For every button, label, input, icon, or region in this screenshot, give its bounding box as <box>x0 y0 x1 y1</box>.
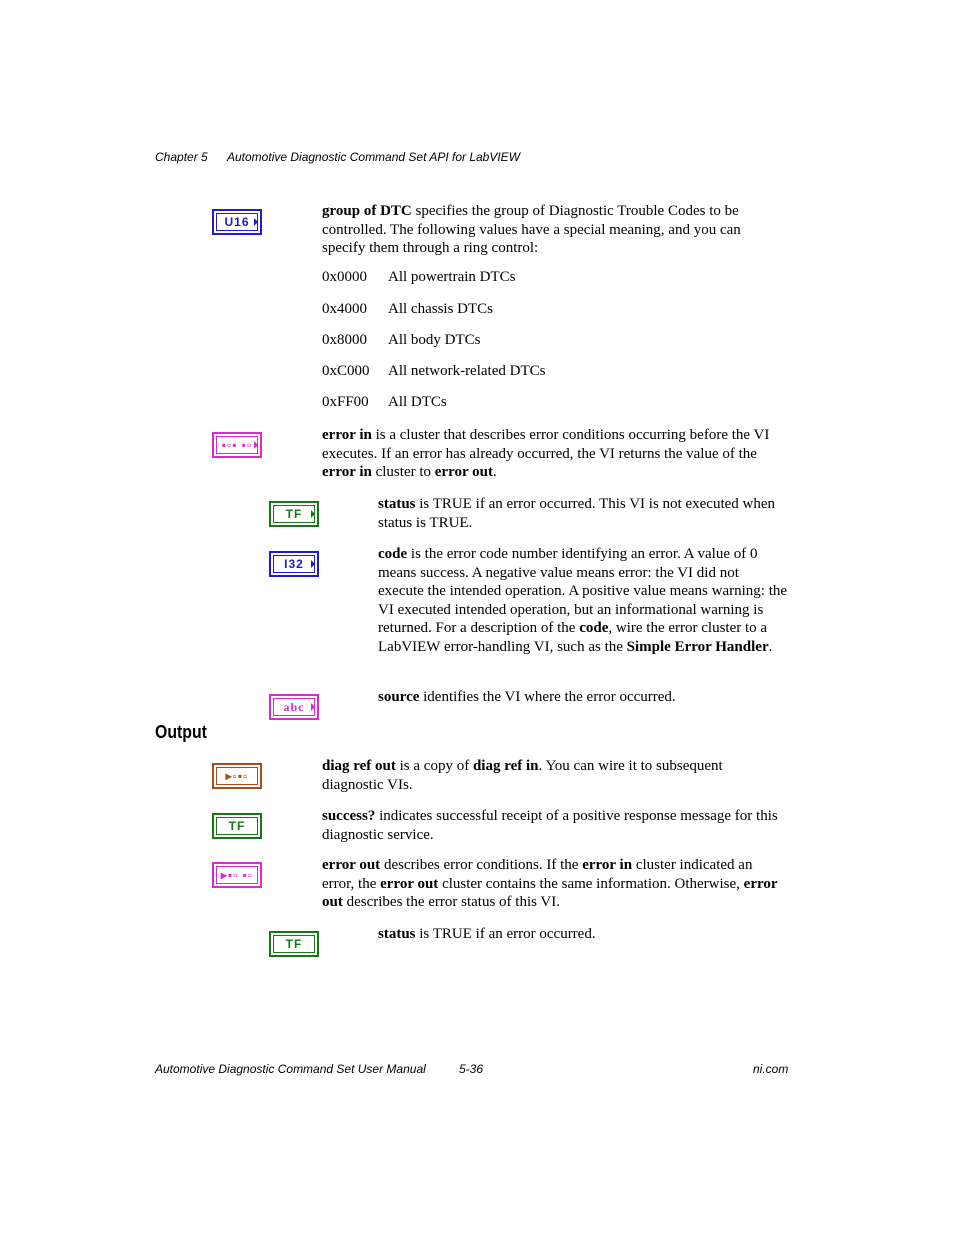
term-source: source <box>378 689 420 705</box>
term-code: code <box>378 546 408 562</box>
boolean-tf-icon: TF <box>269 931 319 957</box>
i32-icon: I32 <box>269 551 319 577</box>
term-error-out: error out <box>322 857 381 873</box>
code-description: code is the error code number identifying an error. A value of 0 means success. A negative value means error: the VI did not execute the intended operation. A positive value means warning: the VI executed intended operation, but an informational warning is returned. For a description of the code, wire the error cluster to a LabVIEW error-handling VI, such as the Simple Error Handler. <box>378 546 788 655</box>
refnum-icon: ▸▫▪▫ <box>212 763 262 789</box>
success-description: success? indicates successful receipt of a positive response message for this diagnostic service. <box>322 808 778 843</box>
status-in-description: status is TRUE if an error occurred. This VI is not executed when status is TRUE. <box>378 496 776 531</box>
u16-icon <box>212 209 262 235</box>
error-in-description: error in is a cluster that describes error conditions occurring before the VI executes. If an error has already occurred, the VI returns the value of the error in cluster to error out. <box>322 427 770 481</box>
boolean-tf-icon: TF <box>212 813 262 839</box>
source-description: source identifies the VI where the error occurred. <box>378 689 676 705</box>
diag-ref-out-description: diag ref out is a copy of diag ref in. You can wire it to subsequent diagnostic VIs. <box>322 758 723 793</box>
group-of-dtc-description: group of DTC specifies the group of Diagnostic Trouble Codes to be controlled. The following values have a special meaning, and you can specify them through a ring control: <box>322 203 741 257</box>
footer-site-link[interactable]: ni.com <box>753 1062 789 1076</box>
cluster-icon: ▪▫▪ ▪▫ <box>212 432 262 458</box>
term-success: success? <box>322 808 376 824</box>
error-out-description: error out describes error conditions. If the error in cluster indicated an error, the error out cluster contains the same information. Otherwise, error out describes the error status of this VI. <box>322 857 778 911</box>
boolean-tf-icon: TF <box>269 501 319 527</box>
term-error-in: error in <box>322 427 372 443</box>
header-title: Automotive Diagnostic Command Set API for LabVIEW <box>227 150 521 164</box>
footer-manual-title: Automotive Diagnostic Command Set User Manual <box>155 1062 426 1076</box>
term-status: status <box>378 926 416 942</box>
u16-icon-label: U16 <box>216 213 258 231</box>
term-diag-ref-out: diag ref out <box>322 758 396 774</box>
status-out-description: status is TRUE if an error occurred. <box>378 926 596 942</box>
term-group-of-dtc: group of DTC <box>322 203 412 219</box>
cluster-icon: ▸▪▫ ▪▫ <box>212 862 262 888</box>
section-heading-output: Output <box>155 722 207 742</box>
header-chapter: Chapter 5 <box>155 150 208 164</box>
string-abc-icon: abc <box>269 694 319 720</box>
term-status: status <box>378 496 416 512</box>
footer-page-number: 5-36 <box>459 1062 484 1076</box>
